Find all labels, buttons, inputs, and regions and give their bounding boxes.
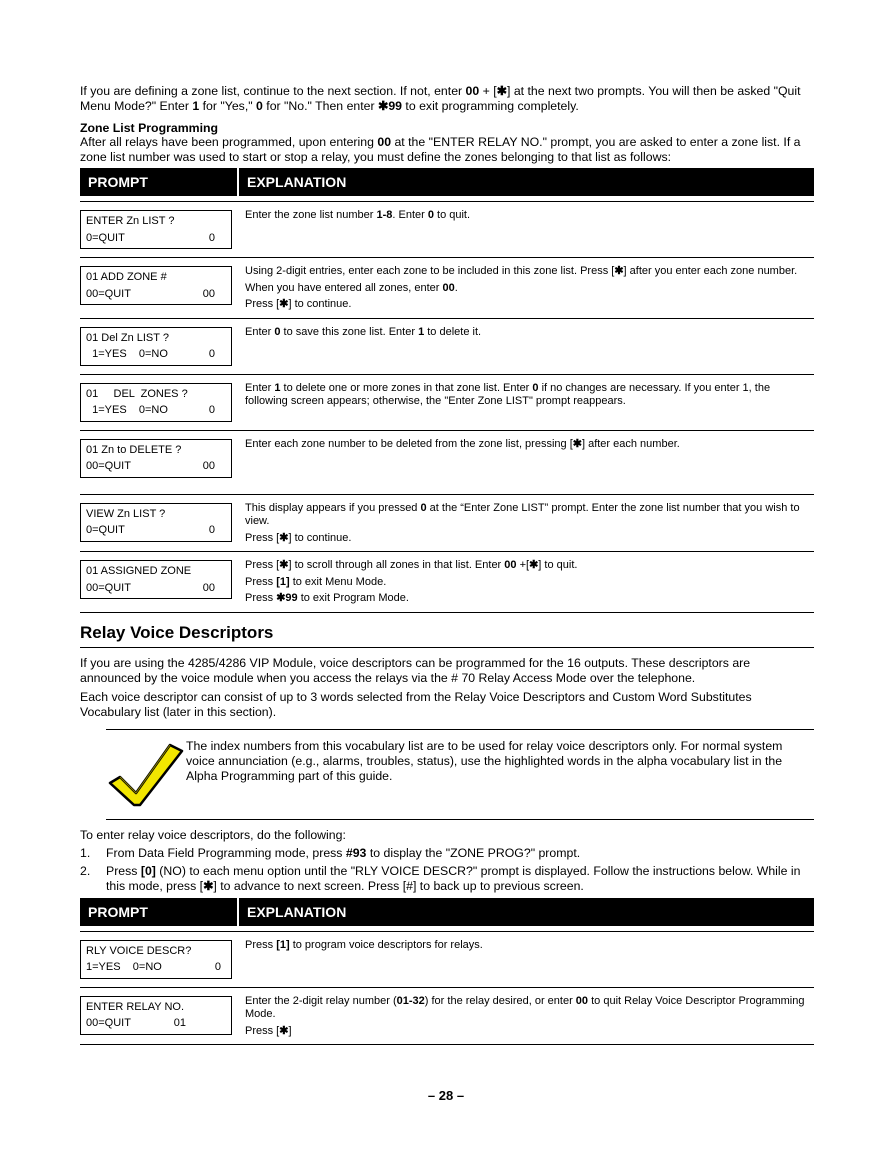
lcd-prompt-box	[80, 327, 232, 366]
lcd-line-1: VIEW Zn LIST ?	[86, 507, 166, 520]
intro-text: to exit programming completely.	[402, 99, 579, 113]
zone-list-paragraph	[80, 135, 814, 165]
checkmark-icon	[106, 739, 186, 809]
lcd-line-2-left: 1=YES 0=NO	[86, 348, 168, 360]
zone-list-text: After all relays have been programmed, upon entering	[80, 135, 378, 149]
table-row	[80, 202, 814, 258]
intro-bold: 00	[465, 84, 480, 98]
step-text: From Data Field Programming mode, press #93 to display the "ZONE PROG?" prompt.	[106, 845, 581, 860]
lcd-line-1: RLY VOICE DESCR?	[86, 944, 192, 957]
lcd-line-1: ENTER Zn LIST ?	[86, 215, 175, 227]
table-row	[80, 552, 814, 613]
step-text: Press [0] (NO) to each menu option until the "RLY VOICE DESCR?" prompt is displayed. Follow the instructions below. While in this mode, press [✱] to advance to next screen. Press [#] to back up to previous screen.	[106, 863, 801, 893]
rvd-section	[80, 656, 814, 720]
lcd-line-2-left: 00=QUIT	[86, 460, 131, 472]
lcd-line-2-right: 0	[208, 404, 215, 416]
table-header	[80, 168, 814, 196]
explanation-cell: Press [1] to program voice descriptors for relays.	[245, 938, 483, 951]
step-item	[80, 846, 814, 861]
table-row	[80, 988, 814, 1046]
intro-text: for "Yes,"	[199, 99, 257, 113]
lcd-line-1: 01 ASSIGNED ZONE	[86, 565, 192, 577]
lcd-line-2-right: 0	[208, 231, 215, 244]
lcd-line-2-right: 00	[202, 460, 215, 472]
intro-bold: 1	[192, 99, 200, 113]
table-header	[80, 898, 814, 926]
lcd-line-2-right: 0	[214, 961, 221, 973]
lcd-line-2-right: 01	[173, 1017, 186, 1029]
explanation-cell: Press [✱] to scroll through all zones in that list. Enter 00 +[✱] to quit. Press [1] to exit Menu Mode. Press ✱99 to exit Program Mode.	[245, 559, 578, 604]
explanation-cell: This display appears if you pressed 0 at the “Enter Zone LIST” prompt. Enter the zone list number that you wish to view. Press [✱] to continue.	[245, 501, 800, 544]
table-row	[80, 932, 814, 988]
step-number: 2.	[80, 863, 91, 878]
lcd-line-2-right: 00	[202, 581, 215, 594]
lcd-line-2-right: 0	[208, 524, 215, 536]
step-number: 1.	[80, 845, 91, 860]
note-box	[106, 729, 814, 820]
zone-list-text: at the "ENTER RELAY NO." prompt, you are asked to enter a zone list. If a zone list number was used to start or stop a relay, you must define the zones belonging to that list as follows:	[80, 135, 801, 164]
lcd-line-2-left: 00=QUIT	[86, 1017, 131, 1029]
lcd-line-1: ENTER RELAY NO.	[86, 1000, 185, 1013]
lcd-line-1: 01 DEL ZONES ?	[86, 387, 188, 400]
lcd-prompt-box	[80, 266, 232, 305]
page-content	[80, 84, 814, 1045]
lcd-prompt-box	[80, 940, 232, 979]
lcd-line-2-left: 00=QUIT	[86, 287, 131, 300]
explanation-cell: Enter each zone number to be deleted from the zone list, pressing [✱] after each number.	[245, 437, 680, 450]
lcd-prompt-box	[80, 996, 232, 1035]
intro-text: + [	[479, 84, 497, 98]
rvd-paragraph-1: If you are using the 4285/4286 VIP Module, voice descriptors can be programmed for the 16 outputs. These descriptors are announced by the voice module when you access the relays via the # 70 Relay Access Mode over the telephone.	[80, 655, 751, 685]
intro-bold: ✱	[496, 84, 507, 98]
lcd-line-1: 01 Del Zn LIST ?	[86, 331, 169, 344]
table-row	[80, 375, 814, 431]
table-row	[80, 495, 814, 553]
intro-text: for "No." Then enter	[262, 99, 379, 113]
intro-bold: 0	[256, 99, 263, 113]
explanation-cell: Enter 1 to delete one or more zones in that zone list. Enter 0 if no changes are necessary. If you enter 1, the following screen appears; otherwise, the "Enter Zone LIST" prompt reappears.	[245, 381, 771, 407]
lcd-prompt-box	[80, 210, 232, 249]
lcd-prompt-box	[80, 503, 232, 542]
table-row	[80, 319, 814, 375]
explanation-cell: Enter 0 to save this zone list. Enter 1 to delete it.	[245, 325, 482, 338]
lcd-line-2-left: 1=YES 0=NO	[86, 404, 168, 416]
intro-text: ] at the next two prompts. You will then be asked "Quit Menu Mode?" Enter	[80, 84, 801, 113]
lcd-line-2-right: 0	[208, 348, 215, 360]
explanation-cell: Enter the 2-digit relay number (01-32) for the relay desired, or enter 00 to quit Relay Voice Descriptor Programming Mode. Press [✱]	[245, 994, 805, 1037]
note-text: The index numbers from this vocabulary list are to be used for relay voice descriptors only. For normal system voice annunciation (e.g., alarms, troubles, status), use the highlighted words in the alpha vocabulary list in the Alpha Programming part of this guide.	[186, 738, 783, 783]
lcd-line-1: 01 Zn to DELETE ?	[86, 443, 182, 456]
table-row	[80, 258, 814, 319]
lcd-prompt-box	[80, 439, 232, 478]
table-row	[80, 431, 814, 495]
step-item	[80, 864, 814, 894]
rvd-paragraph-2: Each voice descriptor can consist of up to 3 words selected from the Relay Voice Descriptors and Custom Word Substitutes Vocabulary list (later in this section).	[80, 689, 752, 719]
lcd-line-2-right: 00	[202, 287, 215, 300]
lcd-line-2-left: 00=QUIT	[86, 581, 131, 594]
zone-list-heading: Zone List Programming	[80, 121, 219, 135]
lcd-prompt-box	[80, 383, 232, 422]
intro-text: If you are defining a zone list, continue to the next section. If not, enter	[80, 84, 466, 98]
explanation-cell: Using 2-digit entries, enter each zone to be included in this zone list. Press [✱] after you enter each zone number. When you have entered all zones, enter 00. Press [✱] to continue.	[245, 265, 798, 310]
lcd-line-1: 01 ADD ZONE #	[86, 271, 167, 283]
prompt-column-header: PROMPT	[80, 168, 239, 196]
lcd-prompt-box	[80, 560, 232, 599]
zone-list-bold: 00	[377, 135, 392, 149]
lcd-line-2-left: 1=YES 0=NO	[86, 961, 162, 973]
explanation-column-header: EXPLANATION	[247, 174, 347, 190]
lcd-line-2-left: 0=QUIT	[86, 231, 125, 244]
intro-bold: ✱99	[378, 99, 402, 113]
intro-paragraph	[80, 84, 814, 114]
explanation-column-header: EXPLANATION	[247, 903, 347, 920]
page-number: – 28 –	[427, 1088, 465, 1103]
section-heading: Relay Voice Descriptors	[80, 623, 814, 648]
prompt-column-header: PROMPT	[80, 898, 239, 926]
explanation-cell: Enter the zone list number 1-8. Enter 0 to quit.	[245, 209, 471, 221]
steps-intro: To enter relay voice descriptors, do the following:	[80, 827, 346, 842]
lcd-line-2-left: 0=QUIT	[86, 524, 125, 536]
